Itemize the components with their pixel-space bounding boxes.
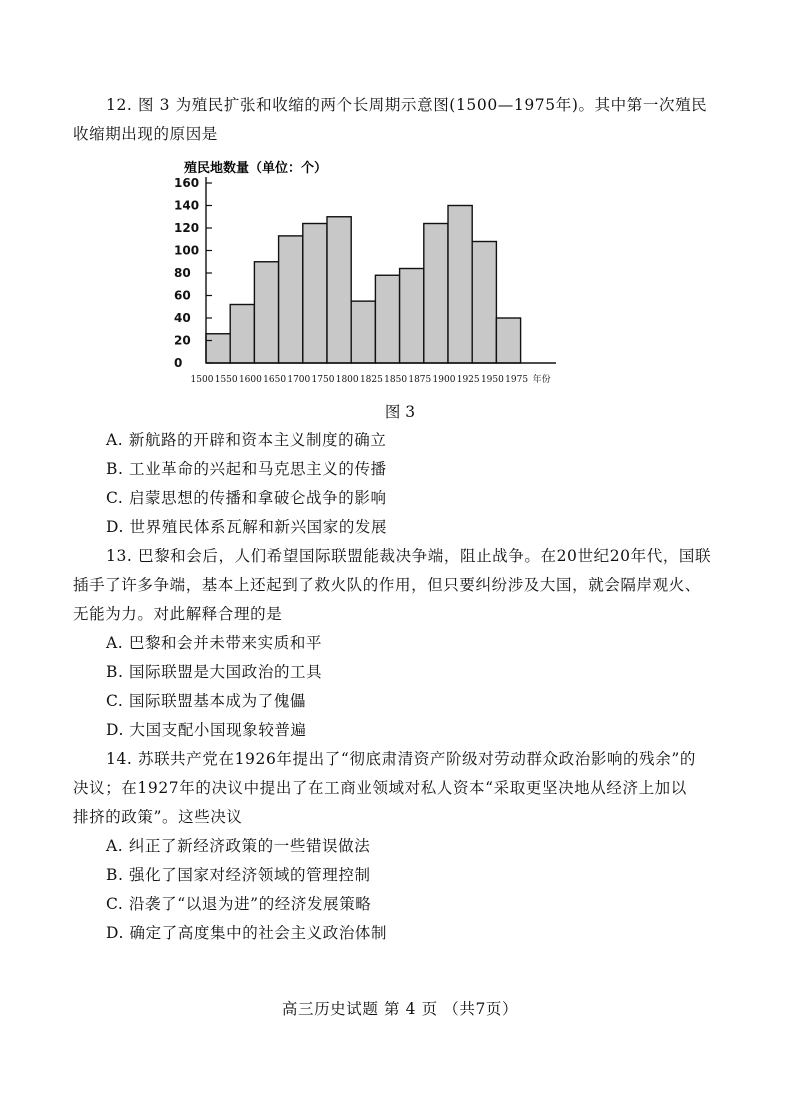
page-footer: 高三历史试题 第 4 页 （共7页）: [281, 1000, 519, 1018]
bar-1500: [206, 334, 230, 363]
bar-1875: [424, 224, 448, 364]
q13-option-c: C. 国际联盟基本成为了傀儡: [106, 692, 307, 710]
y-tick-label-80: 80: [174, 266, 191, 280]
q14-stem-line-3: 排挤的政策”。这些决议: [73, 808, 243, 826]
y-tick-label-60: 60: [174, 288, 191, 303]
q12-stem-line-2: 收缩期出现的原因是: [73, 125, 218, 143]
x-tick-label-1650: 1650: [263, 375, 287, 385]
bar-1550: [230, 305, 254, 364]
x-tick-label-1925: 1925: [456, 375, 480, 385]
q12-option-d: D. 世界殖民体系瓦解和新兴国家的发展: [106, 518, 388, 536]
bar-1825: [375, 275, 399, 363]
x-tick-label-1800: 1800: [335, 375, 359, 385]
q13-stem-line-3: 无能为力。对此解释合理的是: [73, 605, 283, 623]
q13-stem-line-2: 插手了许多争端，基本上还起到了救火队的作用，但只要纠纷涉及大国，就会隔岸观火、: [73, 576, 701, 594]
y-tick-label-20: 20: [174, 333, 191, 348]
q13-option-d: D. 大国支配小国现象较普遍: [106, 721, 307, 739]
x-tick-label-1900: 1900: [432, 375, 456, 385]
x-tick-label-1700: 1700: [287, 375, 311, 385]
q14-stem-line-1: 14. 苏联共产党在1926年提出了“彻底肃清资产阶级对劳动群众政治影响的残余”的: [106, 750, 696, 768]
bar-1850: [400, 269, 424, 364]
q13-option-b: B. 国际联盟是大国政治的工具: [106, 663, 323, 681]
figure-caption: 图 3: [384, 403, 416, 421]
x-axis-label: 年份: [532, 375, 551, 385]
x-tick-label-1875: 1875: [408, 375, 432, 385]
bar-1750: [327, 217, 351, 363]
y-tick-label-160: 160: [174, 176, 200, 190]
q12-stem-line-1: 12. 图 3 为殖民扩张和收缩的两个长周期示意图(1500—1975年)。其中第一次殖民: [106, 96, 708, 114]
bar-1925: [472, 242, 496, 364]
colony-count-chart: [170, 150, 610, 390]
y-tick-label-140: 140: [174, 198, 200, 213]
q14-option-b: B. 强化了国家对经济领域的管理控制: [106, 866, 371, 884]
q14-stem-line-2: 决议；在1927年的决议中提出了在工商业领域对私人资本“采取更坚决地从经济上加以: [73, 779, 687, 797]
q13-option-a: A. 巴黎和会并未带来实质和平: [106, 634, 323, 652]
y-tick-label-40: 40: [174, 311, 191, 325]
q14-option-a: A. 纠正了新经济政策的一些错误做法: [106, 837, 371, 855]
q14-option-d: D. 确定了高度集中的社会主义政治体制: [106, 924, 388, 942]
x-tick-label-1950: 1950: [480, 375, 504, 385]
x-tick-label-1750: 1750: [311, 375, 335, 385]
x-tick-label-1825: 1825: [359, 375, 383, 385]
bar-1900: [448, 206, 472, 364]
x-tick-label-1975: 1975: [505, 375, 529, 385]
q14-option-c: C. 沿袭了“以退为进”的经济发展策略: [106, 895, 372, 913]
q12-option-b: B. 工业革命的兴起和马克思主义的传播: [106, 460, 387, 478]
x-tick-label-1600: 1600: [238, 375, 262, 385]
bar-1700: [303, 224, 327, 364]
x-tick-label-1550: 1550: [214, 375, 238, 385]
q12-option-c: C. 启蒙思想的传播和拿破仑战争的影响: [106, 489, 387, 507]
q13-stem-line-1: 13. 巴黎和会后，人们希望国际联盟能裁决争端，阻止战争。在20世纪20年代，国联: [106, 547, 712, 565]
x-tick-label-1850: 1850: [384, 375, 408, 385]
bar-1950: [496, 318, 520, 363]
y-tick-label-0: 0: [174, 356, 183, 370]
x-tick-label-1500: 1500: [190, 375, 214, 385]
bar-1600: [254, 262, 278, 363]
chart-title: 殖民地数量（单位：个）: [184, 161, 328, 176]
q12-option-a: A. 新航路的开辟和资本主义制度的确立: [106, 431, 387, 449]
bar-1800: [351, 301, 375, 363]
y-tick-label-120: 120: [174, 221, 200, 235]
y-tick-label-100: 100: [174, 243, 200, 258]
bar-1650: [279, 236, 303, 363]
